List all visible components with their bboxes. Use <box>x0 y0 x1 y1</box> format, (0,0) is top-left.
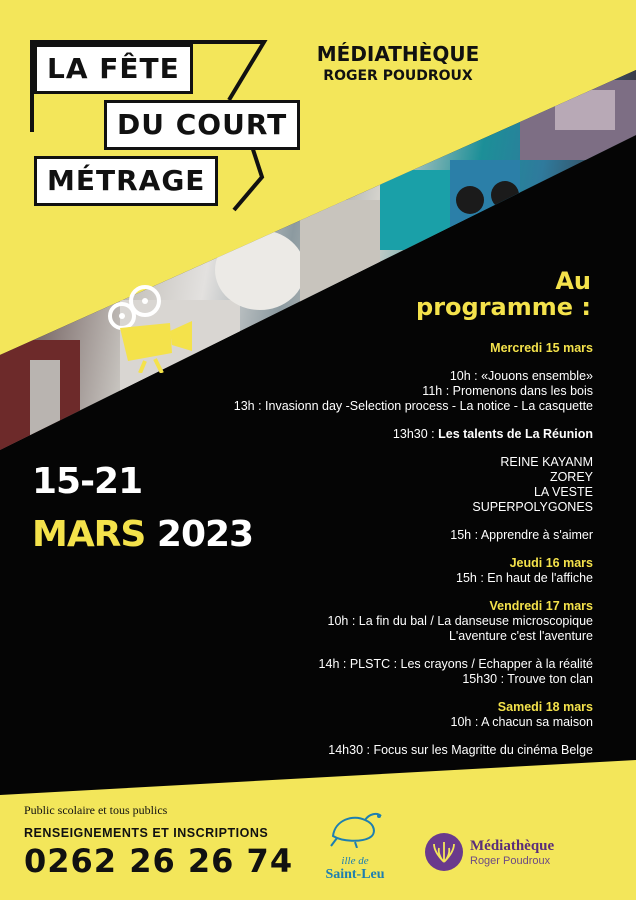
logo-line-3: MÉTRAGE <box>34 156 218 206</box>
day-label: Jeudi 16 mars <box>509 556 593 570</box>
day-label: Mercredi 15 mars <box>490 341 593 355</box>
date-month: MARS <box>32 514 146 555</box>
program-line: 15h30 : Trouve ton clan <box>462 672 593 686</box>
event-dates <box>32 461 253 557</box>
film-title: SUPERPOLYGONES <box>472 500 593 514</box>
turtle-icon <box>325 806 385 848</box>
program-line: 15h : En haut de l'affiche <box>456 571 593 585</box>
film-title: REINE KAYANM <box>500 455 593 469</box>
program-heading-line-2: programme : <box>416 293 591 321</box>
venue-subtitle: ROGER POUDROUX <box>323 68 473 84</box>
program-line: 14h30 : Focus sur les Magritte du cinéma Belge <box>328 743 593 757</box>
program-heading-line-1: Au <box>555 267 591 295</box>
date-range: 15-21 <box>32 461 143 502</box>
saint-leu-logo <box>310 806 400 883</box>
partner1-small: ille de <box>341 855 369 867</box>
program-line: L'aventure c'est l'aventure <box>448 629 593 643</box>
partner1-name: Saint-Leu <box>325 867 385 882</box>
program-line: 13h : Invasionn day -Selection process - La notice - La casquette <box>233 399 593 413</box>
program-line: 10h : «Jouons ensemble» <box>449 369 593 383</box>
program-line: 10h : A chacun sa maison <box>450 715 593 729</box>
phone-number: 0262 26 26 74 <box>24 842 294 880</box>
logo-line-1: LA FÊTE <box>34 44 193 94</box>
festival-logo <box>24 32 288 212</box>
program-line: 11h : Promenons dans les bois <box>422 384 593 398</box>
date-month-year <box>32 513 253 557</box>
program-heading <box>416 268 591 320</box>
venue-title <box>298 42 498 84</box>
film-title: ZOREY <box>549 470 593 484</box>
reunion-time: 13h30 : <box>392 427 439 441</box>
reunion-title: Les talents de La Réunion <box>438 427 593 441</box>
film-title: LA VESTE <box>533 485 593 499</box>
date-year: 2023 <box>156 514 254 555</box>
audience-text: Public scolaire et tous publics <box>24 803 168 817</box>
program-line <box>153 427 593 442</box>
logo-line-2: DU COURT <box>104 100 300 150</box>
program-line: 14h : PLSTC : Les crayons / Echapper à la réalité <box>318 657 593 671</box>
program-line: 15h : Apprendre à s'aimer <box>450 528 593 542</box>
info-label: RENSEIGNEMENTS ET INSCRIPTIONS <box>24 826 269 840</box>
mediatheque-logo <box>424 832 554 872</box>
day-label: Samedi 18 mars <box>497 700 593 714</box>
partner2-sub: Roger Poudroux <box>470 854 551 867</box>
book-leaf-icon <box>424 832 464 872</box>
venue-name: MÉDIATHÈQUE <box>316 42 480 66</box>
program-line: 10h : La fin du bal / La danseuse microscopique <box>327 614 593 628</box>
day-label: Vendredi 17 mars <box>489 599 593 613</box>
partner2-name: Médiathèque <box>470 837 555 854</box>
